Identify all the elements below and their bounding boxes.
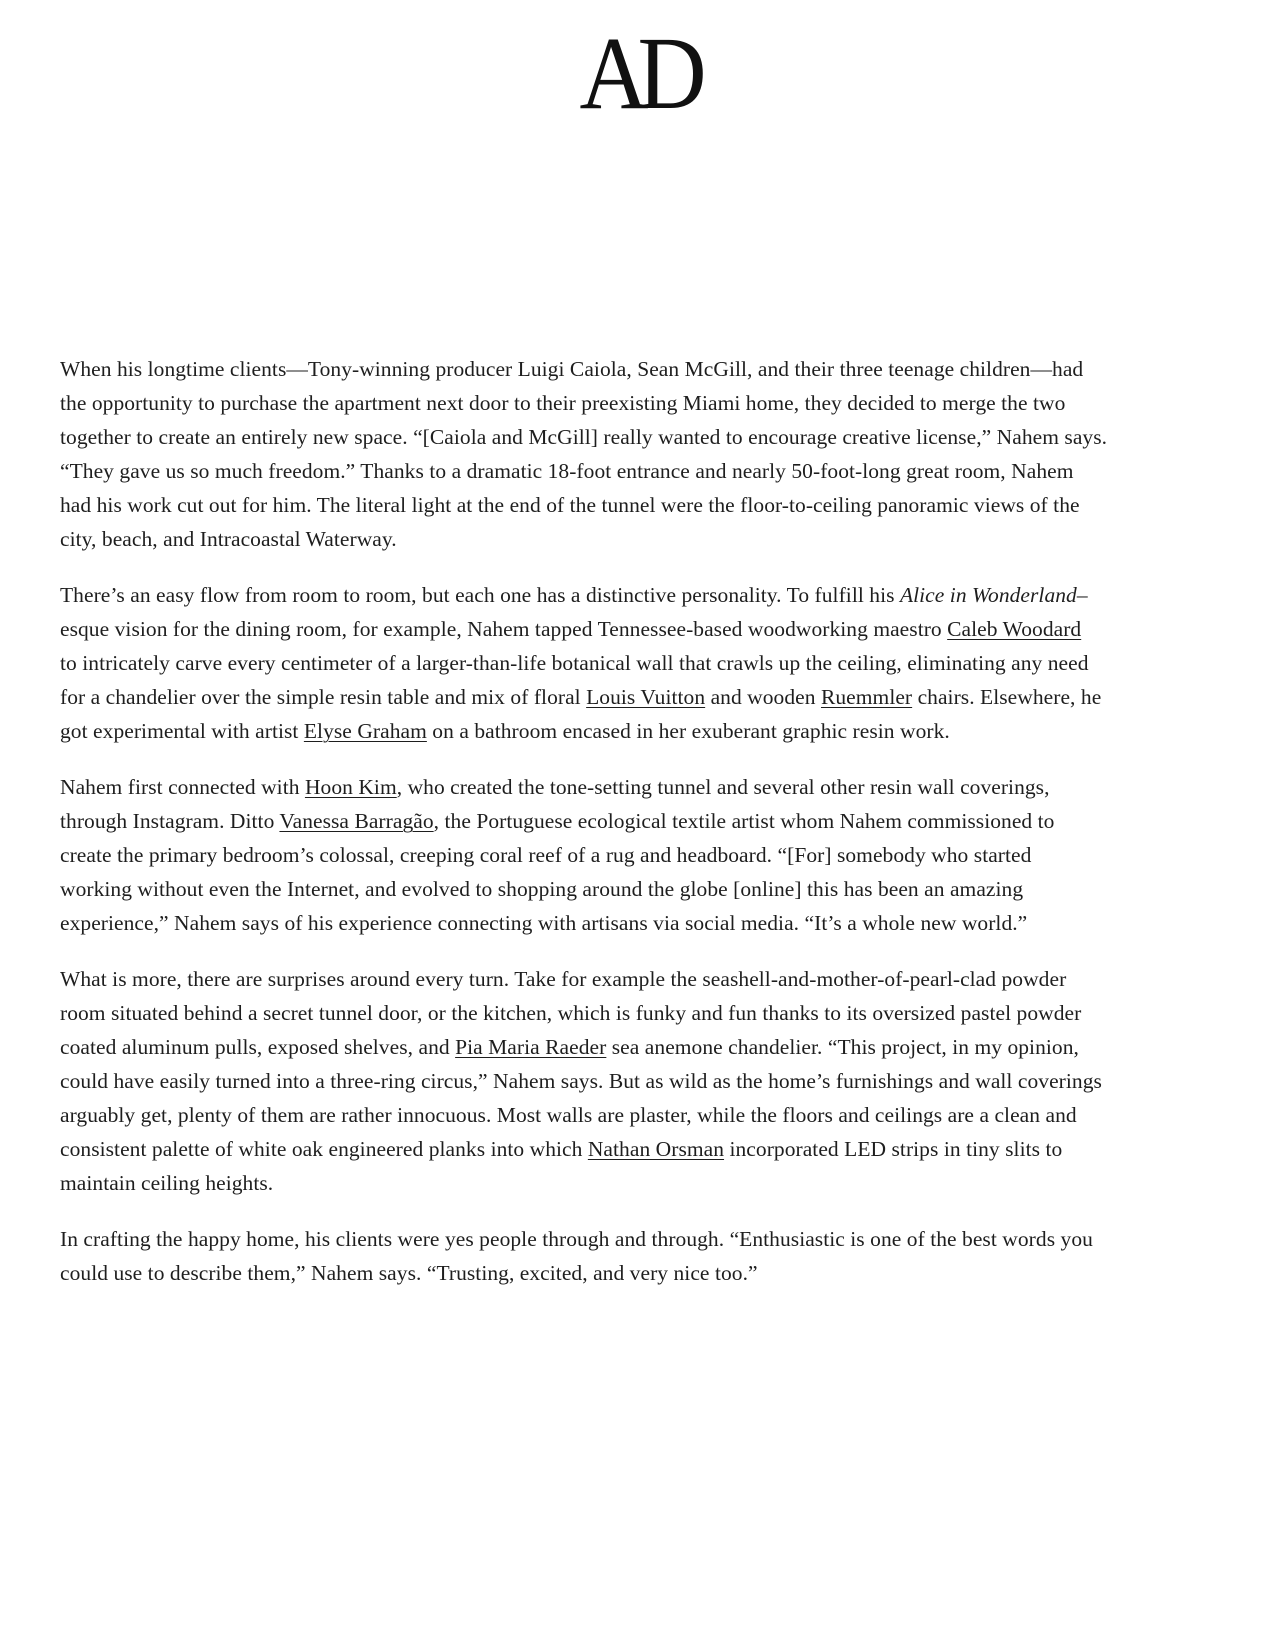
- text-line: could have easily turned into a three-ring circus,” Nahem says. But as wild as the home’s furnishings and wall coverings: [60, 1069, 1102, 1093]
- text-line: to intricately carve every centimeter of a larger-than-life botanical wall that crawls up the ceiling, eliminating any need: [60, 651, 1089, 675]
- text-segment: , who created the tone-setting tunnel and several other resin wall coverings,: [396, 775, 1050, 799]
- text-line: What is more, there are surprises around every turn. Take for example the seashell-and-mother-of-pearl-clad powder: [60, 967, 1067, 991]
- text-segment: Nahem first connected with: [60, 775, 305, 799]
- text-line: had his work cut out for him. The literal light at the end of the tunnel were the floor-to-ceiling panoramic views of the: [60, 493, 1080, 517]
- text-line: When his longtime clients—Tony-winning producer Luigi Caiola, Sean McGill, and their three teenage children—had: [60, 357, 1084, 381]
- link-ruemmler[interactable]: Ruemmler: [820, 685, 913, 709]
- text-segment: sea anemone chandelier. “This project, in my opinion,: [606, 1035, 1079, 1059]
- text-line: [60, 804, 1220, 838]
- link-pia-maria-raeder[interactable]: Pia Maria Raeder: [455, 1035, 607, 1059]
- text-segment: on a bathroom encased in her exuberant graphic resin work.: [426, 719, 950, 743]
- link-hoon-kim[interactable]: Hoon Kim: [304, 775, 397, 799]
- link-caleb-woodard[interactable]: Caleb Woodard: [947, 617, 1082, 641]
- paragraph-2: [60, 578, 1220, 748]
- text-line: [60, 680, 1220, 714]
- text-line: together to create an entirely new space. “[Caiola and McGill] really wanted to encourage creative license,” Nahem says.: [60, 425, 1108, 449]
- text-line: [60, 612, 1220, 646]
- link-vanessa-barragao[interactable]: Vanessa Barragão: [279, 809, 434, 833]
- text-segment: coated aluminum pulls, exposed shelves, and: [60, 1035, 456, 1059]
- text-segment: incorporated LED strips in tiny slits to: [724, 1137, 1063, 1161]
- paragraph-4: [60, 962, 1220, 1200]
- book-title: Alice in Wonderland: [899, 583, 1077, 607]
- link-louis-vuitton[interactable]: Louis Vuitton: [586, 685, 706, 709]
- paragraph-3: [60, 770, 1220, 940]
- text-segment: got experimental with artist: [60, 719, 304, 743]
- text-line: create the primary bedroom’s colossal, creeping coral reef of a rug and headboard. “[For] somebody who started: [60, 843, 1032, 867]
- text-line: experience,” Nahem says of his experience connecting with artisans via social media. “It’s a whole new world.”: [60, 911, 1028, 935]
- text-line: maintain ceiling heights.: [60, 1171, 274, 1195]
- text-line: city, beach, and Intracoastal Waterway.: [60, 527, 397, 551]
- text-segment: esque vision for the dining room, for example, Nahem tapped Tennessee-based woodworking maestro: [60, 617, 948, 641]
- text-line: [60, 714, 1220, 748]
- text-segment: chairs. Elsewhere, he: [912, 685, 1102, 709]
- text-line: “They gave us so much freedom.” Thanks to a dramatic 18-foot entrance and nearly 50-foot-long great room, Nahem: [60, 459, 1074, 483]
- ad-logo[interactable]: AD: [579, 16, 696, 131]
- text-line: could use to describe them,” Nahem says. “Trusting, excited, and very nice too.”: [60, 1261, 758, 1285]
- text-segment: for a chandelier over the simple resin table and mix of floral: [60, 685, 587, 709]
- text-line: room situated behind a secret tunnel door, or the kitchen, which is funky and fun thanks to its oversized pastel powder: [60, 1001, 1082, 1025]
- text-segment: and wooden: [705, 685, 821, 709]
- text-line: [60, 1030, 1220, 1064]
- paragraph-1: [60, 352, 1220, 556]
- text-segment: –: [1076, 583, 1088, 607]
- text-line: [60, 1132, 1220, 1166]
- text-segment: through Instagram. Ditto: [60, 809, 280, 833]
- text-segment: consistent palette of white oak engineered planks into which: [60, 1137, 588, 1161]
- text-line: [60, 578, 1220, 612]
- text-segment: , the Portuguese ecological textile artist whom Nahem commissioned to: [433, 809, 1055, 833]
- text-line: the opportunity to purchase the apartment next door to their preexisting Miami home, they decided to merge the two: [60, 391, 1066, 415]
- text-segment: There’s an easy flow from room to room, but each one has a distinctive personality. To fulfill his: [60, 583, 900, 607]
- link-nathan-orsman[interactable]: Nathan Orsman: [587, 1137, 725, 1161]
- link-elyse-graham[interactable]: Elyse Graham: [303, 719, 427, 743]
- text-line: arguably get, plenty of them are rather innocuous. Most walls are plaster, while the floors and ceilings are a clean and: [60, 1103, 1077, 1127]
- text-line: [60, 770, 1220, 804]
- text-line: working without even the Internet, and evolved to shopping around the globe [online] this has been an amazing: [60, 877, 1024, 901]
- paragraph-5: [60, 1222, 1220, 1290]
- text-line: In crafting the happy home, his clients were yes people through and through. “Enthusiastic is one of the best words you: [60, 1227, 1093, 1251]
- article-body: [60, 352, 1220, 1312]
